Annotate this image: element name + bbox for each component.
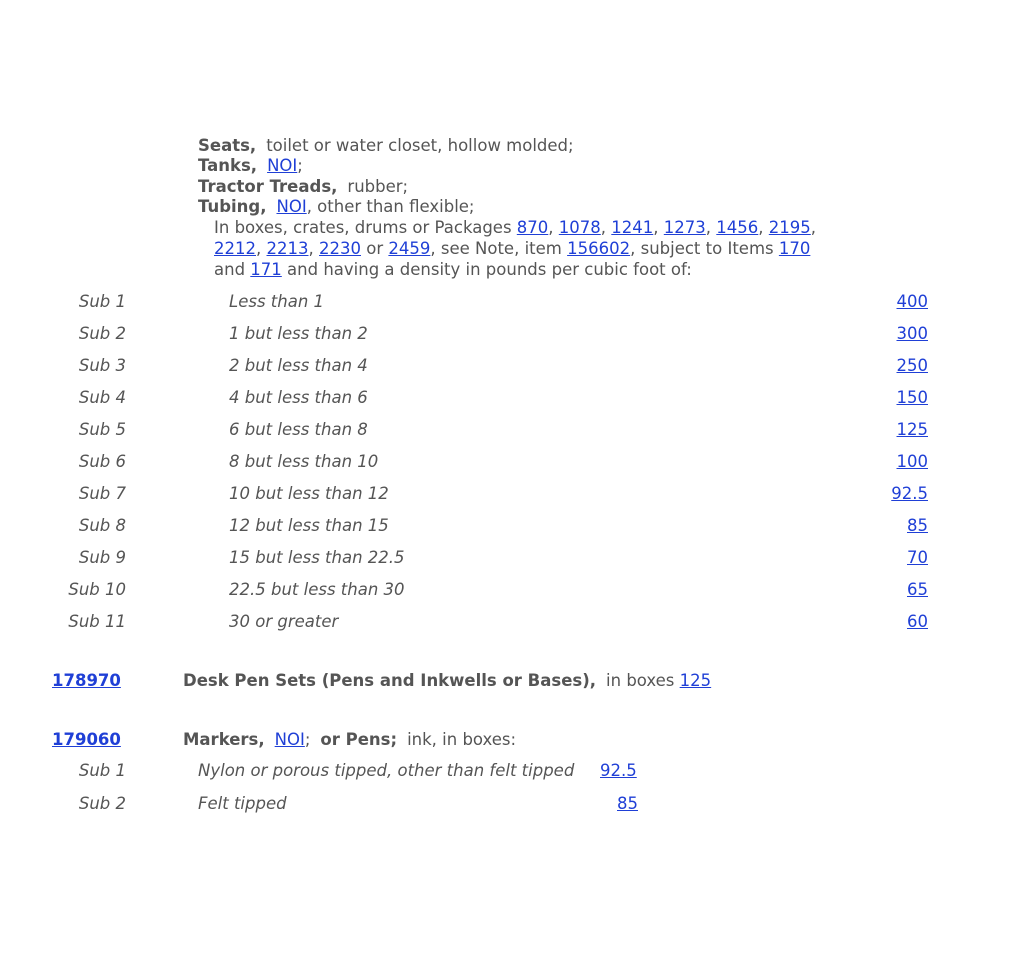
- sep: ,: [705, 218, 712, 237]
- density-row: [0, 610, 1024, 634]
- sub-label: Sub 4: [78, 388, 126, 407]
- packaging-line-2: [214, 239, 810, 259]
- rate-link[interactable]: 150: [896, 388, 928, 407]
- marker-sub-row: [0, 792, 1024, 816]
- row-desc: 2 but less than 4: [229, 356, 368, 375]
- row-desc: Nylon or porous tipped, other than felt tipped: [198, 761, 575, 780]
- rate-link[interactable]: 125: [679, 671, 712, 690]
- rate-link[interactable]: 100: [896, 452, 928, 471]
- sub-label: Sub 6: [78, 452, 126, 471]
- row-desc: 12 but less than 15: [229, 516, 389, 535]
- packaging-line-3: [214, 260, 692, 280]
- density-row: [0, 482, 1024, 506]
- see-note-text: , see Note, item: [430, 239, 562, 258]
- packaging-line-1: [214, 218, 816, 238]
- package-link[interactable]: 1456: [716, 218, 759, 237]
- density-row: [0, 546, 1024, 570]
- sep: ,: [810, 218, 817, 237]
- sub-label: Sub 2: [78, 794, 126, 813]
- item-170-link[interactable]: 170: [778, 239, 811, 258]
- density-row: [0, 578, 1024, 602]
- tubing-text: , other than flexible;: [306, 197, 475, 216]
- tubing-line: [198, 197, 475, 217]
- item-179060-line: [183, 728, 516, 752]
- sep: ,: [758, 218, 764, 237]
- rate-link[interactable]: 85: [907, 516, 928, 535]
- sub-label: Sub 2: [78, 324, 126, 343]
- rate-link[interactable]: 85: [617, 794, 638, 813]
- item-number-link[interactable]: 178970: [52, 671, 121, 690]
- tubing-term: Tubing,: [198, 197, 267, 216]
- item-text: ink, in boxes:: [407, 730, 517, 749]
- package-link[interactable]: 1241: [611, 218, 654, 237]
- row-desc: 8 but less than 10: [229, 452, 379, 471]
- item-title: Desk Pen Sets (Pens and Inkwells or Bases),: [183, 671, 597, 690]
- row-desc: Felt tipped: [198, 794, 287, 813]
- tanks-after: ;: [297, 156, 303, 175]
- rate-link[interactable]: 92.5: [600, 761, 637, 780]
- sub-label: Sub 1: [78, 292, 126, 311]
- or-pens-term: or Pens;: [320, 730, 398, 749]
- note-item-link[interactable]: 156602: [567, 239, 631, 258]
- sub-label: Sub 8: [78, 516, 126, 535]
- rate-link[interactable]: 250: [896, 356, 928, 375]
- noi-link[interactable]: NOI: [274, 730, 305, 749]
- and-text: and: [214, 260, 246, 279]
- packaging-intro: In boxes, crates, drums or Packages: [214, 218, 512, 237]
- density-row: [0, 450, 1024, 474]
- seats-term: Seats,: [198, 136, 257, 155]
- rate-link[interactable]: 92.5: [891, 484, 928, 503]
- sub-label: Sub 11: [68, 612, 126, 631]
- item-title: Markers,: [183, 730, 265, 749]
- packaging-tail: and having a density in pounds per cubic foot of:: [287, 260, 692, 279]
- item-178970-line: [183, 669, 711, 693]
- sub-label: Sub 9: [78, 548, 126, 567]
- rate-link[interactable]: 70: [907, 548, 928, 567]
- semicolon: ;: [304, 730, 311, 749]
- package-link[interactable]: 2230: [319, 239, 361, 258]
- tanks-term: Tanks,: [198, 156, 258, 175]
- sep: ,: [653, 218, 659, 237]
- sep: ,: [600, 218, 607, 237]
- tractor-line: [198, 177, 408, 197]
- sep: ,: [256, 239, 262, 258]
- rate-link[interactable]: 125: [896, 420, 928, 439]
- or-text: or: [366, 239, 384, 258]
- package-link[interactable]: 1273: [663, 218, 706, 237]
- rate-link[interactable]: 65: [907, 580, 928, 599]
- package-link[interactable]: 1078: [558, 218, 601, 237]
- item-text: in boxes: [606, 671, 675, 690]
- row-desc: 1 but less than 2: [229, 324, 368, 343]
- density-row: [0, 514, 1024, 538]
- sub-label: Sub 10: [68, 580, 126, 599]
- row-desc: 30 or greater: [229, 612, 339, 631]
- tractor-term: Tractor Treads,: [198, 177, 338, 196]
- sep: ,: [548, 218, 554, 237]
- rate-link[interactable]: 300: [896, 324, 928, 343]
- tanks-noi-link[interactable]: NOI: [267, 156, 298, 175]
- density-row: [0, 386, 1024, 410]
- tractor-text: rubber;: [347, 177, 409, 196]
- sub-label: Sub 3: [78, 356, 126, 375]
- rate-link[interactable]: 400: [896, 292, 928, 311]
- sub-label: Sub 1: [78, 761, 126, 780]
- row-desc: 4 but less than 6: [229, 388, 368, 407]
- sub-label: Sub 5: [78, 420, 126, 439]
- rate-link[interactable]: 60: [907, 612, 928, 631]
- row-desc: 6 but less than 8: [229, 420, 368, 439]
- seats-line: [198, 136, 574, 156]
- marker-sub-row: [0, 759, 1024, 783]
- tanks-line: [198, 156, 303, 176]
- seats-text: toilet or water closet, hollow molded;: [266, 136, 574, 155]
- density-row: [0, 290, 1024, 314]
- density-row: [0, 418, 1024, 442]
- package-link[interactable]: 2213: [266, 239, 309, 258]
- row-desc: 15 but less than 22.5: [229, 548, 405, 567]
- package-link[interactable]: 2195: [768, 218, 811, 237]
- tubing-noi-link[interactable]: NOI: [276, 197, 307, 216]
- sep: ,: [308, 239, 314, 258]
- row-desc: 22.5 but less than 30: [229, 580, 405, 599]
- item-171-link[interactable]: 171: [250, 260, 282, 279]
- subject-text: , subject to Items: [630, 239, 774, 258]
- package-link[interactable]: 2459: [388, 239, 431, 258]
- density-row: [0, 354, 1024, 378]
- density-row: [0, 322, 1024, 346]
- package-link[interactable]: 2212: [214, 239, 256, 258]
- row-desc: Less than 1: [229, 292, 325, 311]
- row-desc: 10 but less than 12: [229, 484, 389, 503]
- item-number-link[interactable]: 179060: [52, 730, 121, 749]
- package-link[interactable]: 870: [516, 218, 549, 237]
- sub-label: Sub 7: [78, 484, 126, 503]
